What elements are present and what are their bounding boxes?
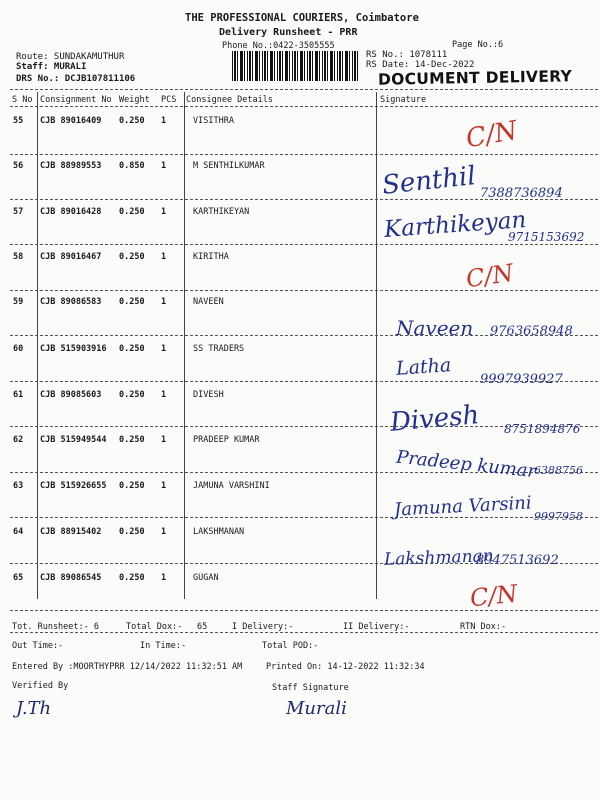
signature-phone: 8751894876: [504, 422, 581, 436]
entered-by: Entered By :MOORTHYPRR 12/14/2022 11:32:51 AM: [12, 662, 243, 672]
row-consignee: NAVEEN: [193, 297, 224, 307]
phone-number: Phone No.:0422-3505555: [222, 41, 335, 51]
row-sno: 56: [13, 161, 24, 171]
in-time: In Time:-: [140, 641, 187, 651]
row-sno: 58: [13, 252, 24, 262]
col-sno: S No: [12, 95, 33, 105]
signature-name: Lakshmanan: [383, 546, 495, 570]
row-consignment: CJB 88989553: [40, 161, 102, 171]
row-pcs: 1: [161, 573, 167, 583]
row-consignee: KIRITHA: [193, 252, 229, 262]
signature-name: Divesh: [388, 400, 481, 438]
row-consignee: M SENTHILKUMAR: [193, 161, 265, 171]
row-consignee: PRADEEP KUMAR: [193, 435, 260, 445]
row-sno: 62: [13, 435, 24, 445]
row-divider: [10, 610, 598, 611]
row-consignee: GUGAN: [193, 573, 219, 583]
row-pcs: 1: [161, 344, 167, 354]
row-weight: 0.250: [119, 116, 145, 126]
document-delivery-stamp: DOCUMENT DELIVERY: [377, 67, 573, 89]
signature-phone: 9715153692: [508, 230, 585, 244]
row-sno: 65: [13, 573, 24, 583]
cn-mark: C/N: [468, 579, 519, 613]
signature-phone: 8947513692: [476, 553, 559, 568]
runsheet-subtitle: Delivery Runsheet - PRR: [219, 27, 358, 38]
page-number: Page No.:6: [452, 40, 504, 50]
row-consignee: SS TRADERS: [193, 344, 245, 354]
row-pcs: 1: [161, 116, 167, 126]
company-name: THE PROFESSIONAL COURIERS, Coimbatore: [185, 12, 419, 24]
row-weight: 0.250: [119, 297, 145, 307]
row-consignment: CJB 88915402: [40, 527, 102, 537]
col-divider: [184, 92, 185, 599]
row-weight: 0.250: [119, 481, 145, 491]
row-consignee: VISITHRA: [193, 116, 234, 126]
row-weight: 0.250: [119, 435, 145, 445]
signature-name: Pradeep kumar: [395, 446, 538, 483]
row-divider: [10, 244, 598, 245]
staff-sign: Murali: [286, 698, 347, 719]
row-consignment: CJB 89086583: [40, 297, 102, 307]
drs-number: DRS No.: DCJB107811106: [16, 74, 136, 84]
row-consignment: CJB 89016428: [40, 207, 102, 217]
row-pcs: 1: [161, 435, 167, 445]
col-pcs: PCS: [161, 95, 177, 105]
row-sno: 61: [13, 390, 24, 400]
row-consignee: LAKSHMANAN: [193, 527, 245, 537]
col-consignment: Consignment No: [40, 95, 112, 105]
row-weight: 0.850: [119, 161, 145, 171]
signature-name: Latha: [395, 354, 452, 380]
row-sno: 64: [13, 527, 24, 537]
col-divider: [376, 92, 377, 599]
i-delivery: I Delivery:-: [232, 622, 294, 632]
staff-signature-label: Staff Signature: [272, 683, 349, 693]
ii-delivery: II Delivery:-: [343, 622, 410, 632]
header-divider-top: [10, 89, 598, 90]
barcode: [232, 51, 358, 81]
total-dox-label: Total Dox:-: [126, 622, 183, 632]
row-weight: 0.250: [119, 573, 145, 583]
row-consignment: CJB 515949544: [40, 435, 107, 445]
row-sno: 60: [13, 344, 24, 354]
signature-phone: 9763658948: [490, 324, 573, 339]
rs-number: RS No.: 1078111: [366, 50, 448, 60]
row-weight: 0.250: [119, 527, 145, 537]
row-pcs: 1: [161, 207, 167, 217]
row-consignment: CJB 89016467: [40, 252, 102, 262]
signature-name: Naveen: [396, 316, 474, 340]
cn-mark: C/N: [463, 115, 520, 155]
rtn-dox: RTN Dox:-: [460, 622, 507, 632]
row-pcs: 1: [161, 481, 167, 491]
cn-mark: C/N: [464, 258, 516, 294]
out-time: Out Time:-: [12, 641, 64, 651]
row-weight: 0.250: [119, 344, 145, 354]
row-consignee: KARTHIKEYAN: [193, 207, 250, 217]
printed-on: Printed On: 14-12-2022 11:32:34: [266, 662, 425, 672]
row-consignee: JAMUNA VARSHINI: [193, 481, 270, 491]
row-pcs: 1: [161, 390, 167, 400]
row-consignment: CJB 89086545: [40, 573, 102, 583]
row-weight: 0.250: [119, 390, 145, 400]
row-divider: [10, 154, 598, 155]
col-weight: Weight: [119, 95, 150, 105]
signature-name: Senthil: [380, 161, 478, 201]
row-sno: 57: [13, 207, 24, 217]
row-sno: 63: [13, 481, 24, 491]
route: Route: SUNDAKAMUTHUR: [16, 52, 125, 62]
row-divider: [10, 517, 598, 518]
col-consignee: Consignee Details: [186, 95, 273, 105]
signature-name: Karthikeyan: [383, 207, 528, 243]
row-pcs: 1: [161, 161, 167, 171]
totals-divider: [10, 632, 598, 633]
row-divider: [10, 290, 598, 291]
row-pcs: 1: [161, 297, 167, 307]
total-runsheet: Tot. Runsheet:- 6: [12, 622, 99, 632]
verified-by: Verified By: [12, 681, 69, 691]
total-pod: Total POD:-: [262, 641, 319, 651]
row-sno: 59: [13, 297, 24, 307]
row-pcs: 1: [161, 252, 167, 262]
header-divider-bottom: [10, 106, 598, 107]
total-dox-value: 65: [197, 622, 208, 632]
row-consignment: CJB 515903916: [40, 344, 107, 354]
signature-phone: 7388736894: [480, 186, 563, 201]
row-weight: 0.250: [119, 252, 145, 262]
row-weight: 0.250: [119, 207, 145, 217]
signature-phone: 9997958: [534, 510, 583, 523]
signature-phone: 6388756: [534, 464, 583, 477]
row-sno: 55: [13, 116, 24, 126]
staff: Staff: MURALI: [16, 62, 87, 72]
col-signature: Signature: [380, 95, 427, 105]
signature-phone: 9997939927: [480, 372, 563, 387]
row-consignment: CJB 89085603: [40, 390, 102, 400]
row-consignee: DIVESH: [193, 390, 224, 400]
signature-name: Jamuna Varsini: [393, 492, 533, 521]
col-divider: [37, 92, 38, 599]
row-consignment: CJB 515926655: [40, 481, 107, 491]
row-consignment: CJB 89016409: [40, 116, 102, 126]
rs-date: RS Date: 14-Dec-2022: [366, 60, 475, 70]
row-pcs: 1: [161, 527, 167, 537]
verifier-initials: J.Th: [16, 698, 52, 719]
